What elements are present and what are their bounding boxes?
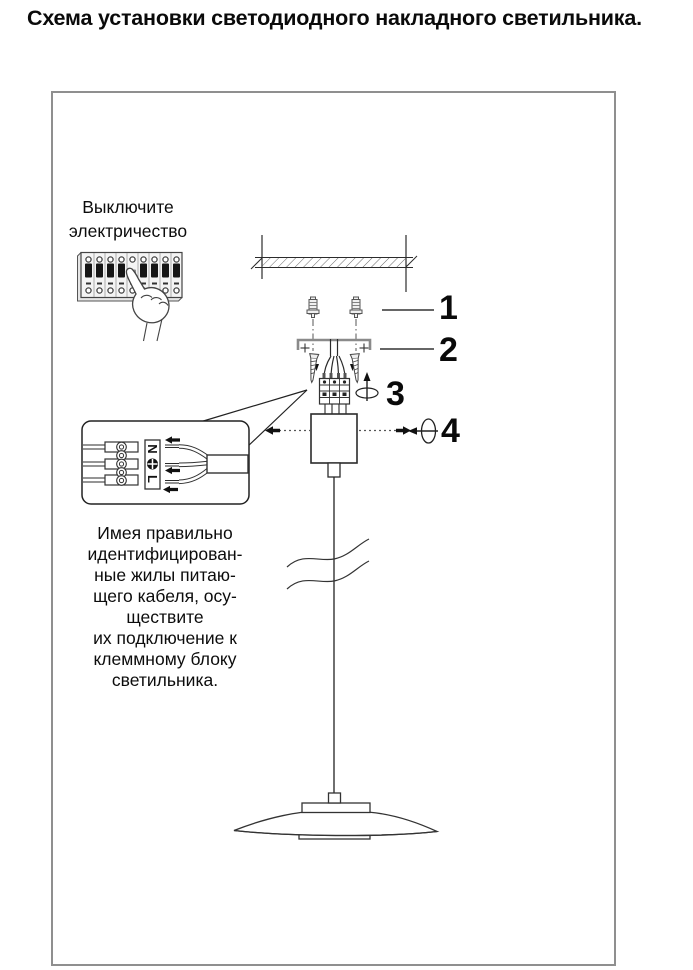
suspension-cord [287, 477, 369, 794]
part-number-label: 1 [439, 289, 458, 327]
instruction-line: щего кабеля, осу- [93, 586, 237, 606]
warning-line: электричество [68, 221, 188, 241]
mains-cable [324, 339, 345, 378]
instruction-line: ные жилы питаю- [94, 565, 236, 585]
instruction-line: клеммному блоку [93, 649, 237, 669]
ceiling-cross-section [251, 235, 417, 292]
cord-break-marks [287, 539, 369, 589]
line-terminal-label: L [145, 475, 160, 483]
warning-text [57, 195, 199, 243]
rotate-axis-icon [408, 419, 438, 443]
supply-cable [207, 455, 248, 473]
rotate-clockwise-icon [356, 372, 378, 401]
axis-lines [313, 319, 356, 351]
earth-ground-screw-icon [147, 459, 158, 470]
connection-instruction [62, 523, 268, 691]
instruction-line: светильника. [111, 670, 219, 690]
wire-insert-arrows [314, 364, 355, 371]
warning-line: Выключите [82, 197, 174, 217]
part-number-label: 2 [439, 331, 458, 369]
callout-leader-lines [380, 310, 434, 349]
instruction-line: их подключение к [93, 628, 237, 648]
neutral-terminal-label: N [145, 444, 160, 454]
mounting-bracket [298, 340, 370, 353]
instruction-line: идентифицирован- [87, 544, 243, 564]
luminaire-terminal-block [320, 373, 350, 414]
instruction-line: ществите [126, 607, 204, 627]
slide-right-icon [359, 426, 411, 434]
slide-left-icon [265, 426, 310, 434]
part-number-label: 4 [441, 412, 460, 450]
pendant-lamp-illustration [234, 793, 437, 839]
canopy-box [311, 414, 357, 477]
wall-plug-right [350, 297, 362, 318]
page-title: Схема установки светодиодного накладного светильника. [27, 6, 642, 30]
terminal-wiring-detail [82, 421, 249, 504]
wall-plug-left [307, 297, 319, 318]
part-number-label: 3 [386, 375, 405, 413]
instruction-line: Имея правильно [97, 523, 233, 543]
